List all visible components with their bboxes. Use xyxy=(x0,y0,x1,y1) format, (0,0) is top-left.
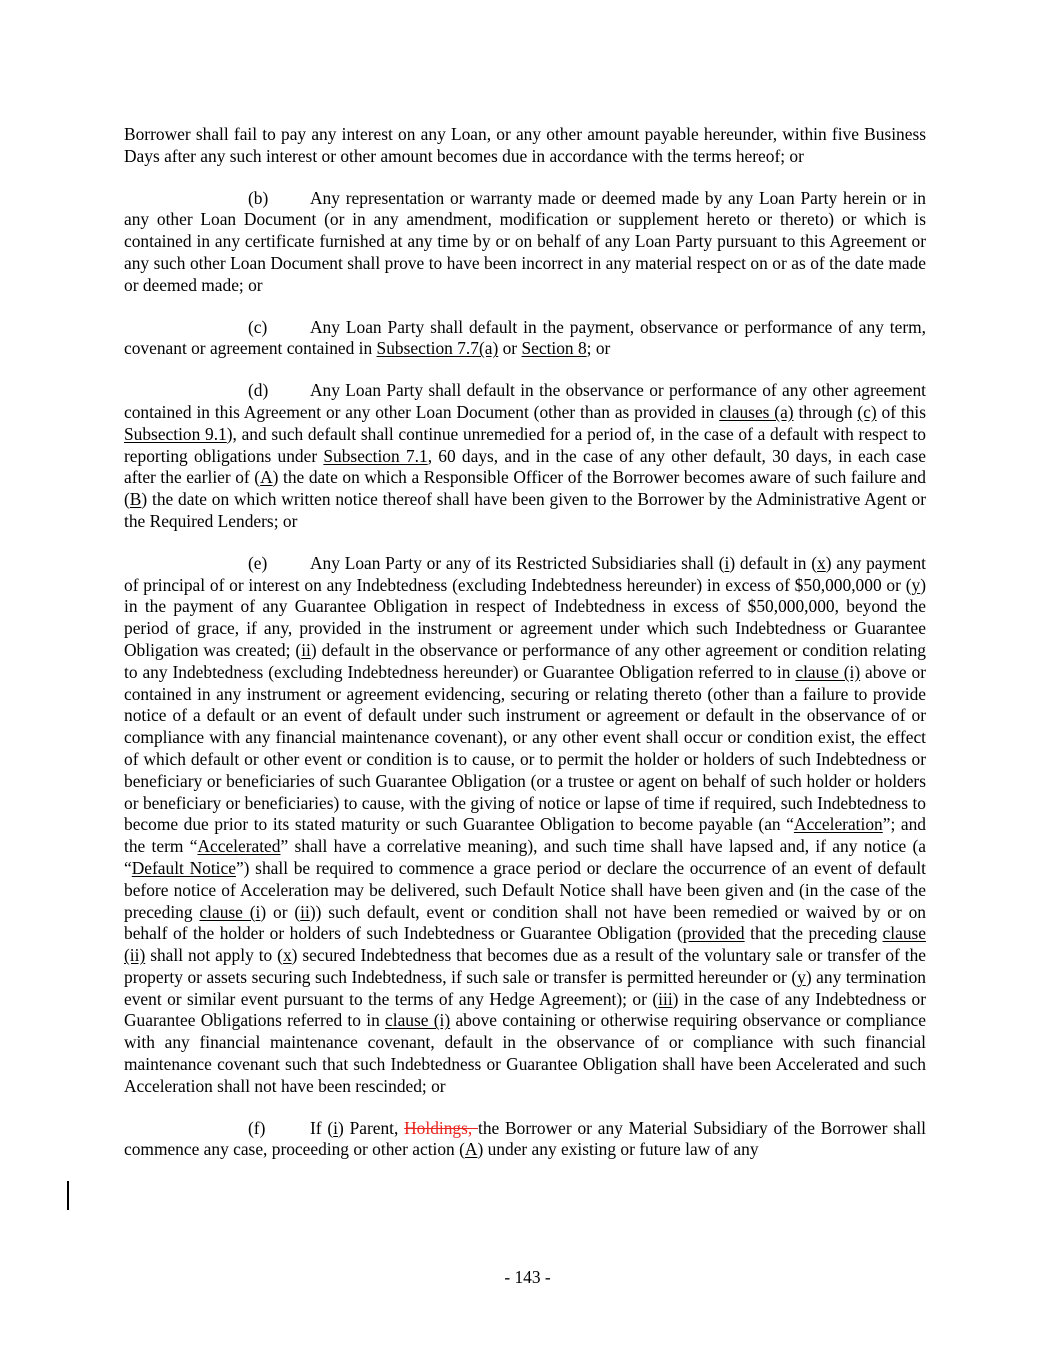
cross-reference: Subsection 9.1 xyxy=(124,423,227,444)
paragraph-a-continuation: Borrower shall fail to pay any interest on any Loan, or any other amount payable hereunder, within five Business Days after any such interest or other amount becomes due in accordance with the terms hereof; or xyxy=(124,124,926,166)
enumerator: x xyxy=(817,552,826,573)
cross-reference: (c) xyxy=(857,401,877,422)
paragraph-d: (d) Any Loan Party shall default in the observance or performance of any other agreement contained in this Agreement or any other Loan Document (other than as provided in clauses (a) through (c) of this Subsection 9.1), and such default shall continue unremedied for a period of, in the case of a default with respect to reporting obligations under Subsection 7.1, 60 days, and in the case of any other default, 30 days, in each case after the earlier of (A) the date on which a Responsible Officer of the Borrower becomes aware of such failure and (B) the date on which written notice thereof shall have been given to the Borrower by the Administrative Agent or the Required Lenders; or xyxy=(124,380,927,531)
enumerator: ii xyxy=(301,639,311,660)
paragraph-f: (f) If (i) Parent, Holdings, the Borrower or any Material Subsidiary of the Borrower shall commence any case, proceeding or other action (A) under any existing or future law of any xyxy=(124,1117,927,1160)
clause-label-d: (d) xyxy=(248,380,269,401)
revision-change-bar xyxy=(67,1181,69,1210)
enumerator: x xyxy=(282,945,292,966)
clause-label-b: (b) xyxy=(248,187,269,208)
paragraph-e: (e) Any Loan Party or any of its Restricted Subsidiaries shall (i) default in (x) any payment of principal of or interest on any Indebtedness (excluding Indebtedness hereunder) in excess of $50,000,000 or (y) in the payment of any Guarantee Obligation in respect of Indebtedness in excess of $50,000,000, beyond the period of grace, if any, provided in the instrument or agreement under which such Indebtedness or Guarantee Obligation was created; (ii) default in the observance or performance of any other agreement or condition relating to any Indebtedness (excluding Indebtedness hereunder) or Guarantee Obligation referred to in clause (i) above or contained in any instrument or agreement evidencing, securing or relating thereto (other than a failure to provide notice of a default or an event of default under such instrument or agreement or default in the observance of or compliance with any financial maintenance covenant), or any other event shall occur or condition exist, the effect of which default or other event or condition is to cause, or to permit the holder or holders of such Indebtedness or beneficiary or beneficiaries of such Guarantee Obligation (or a trustee or agent on behalf of such holder or holders or beneficiary or beneficiaries) to cause, with the giving of notice or lapse of time if required, such Indebtedness to become due prior to its stated maturity or such Guarantee Obligation to become payable (an “Acceleration”; and the term “Accelerated” shall have a correlative meaning), and such time shall have lapsed and, if any notice (a “Default Notice”) shall be required to commence a grace period or declare the occurrence of an event of default before notice of Acceleration may be delivered, such Default Notice shall have been given and (in the case of the preceding clause (i) or (ii)) such default, event or condition shall not have been remedied or waived by or on behalf of the holder or holders of such Indebtedness or Guarantee Obligation (provided that the preceding clause (ii) shall not apply to (x) secured Indebtedness that becomes due as a result of the voluntary sale or transfer of the property or assets securing such Indebtedness, if such sale or transfer is permitted hereunder or (y) any termination event or similar event pursuant to the terms of any Hedge Agreement); or (iii) in the case of any Indebtedness or Guarantee Obligations referred to in clause (i) above containing or otherwise requiring observance or compliance with any financial maintenance covenant, default in the observance of or compliance with such financial maintenance covenant such that such Indebtedness or Guarantee Obligation shall have been Accelerated and such Acceleration shall not have been rescinded; or xyxy=(124,552,927,1096)
defined-term: Acceleration xyxy=(793,814,883,835)
enumerator: A xyxy=(464,1139,478,1160)
enumerator: iii xyxy=(658,988,673,1009)
clause-label-c: (c) xyxy=(248,316,268,337)
cross-reference: Subsection 7.7(a) xyxy=(376,338,499,359)
cross-reference: clause (ii) xyxy=(124,923,926,966)
document-body xyxy=(124,124,926,1181)
paragraph-c: (c) Any Loan Party shall default in the payment, observance or performance of any term, covenant or agreement contained in Subsection 7.7(a) or Section 8; or xyxy=(124,316,926,359)
enumerator: A xyxy=(260,467,273,488)
page-number: - 143 - xyxy=(504,1267,551,1287)
enumerator: i xyxy=(724,552,730,573)
clause-label-f: (f) xyxy=(248,1117,266,1138)
enumerator: i xyxy=(333,1117,338,1138)
cross-reference: Section 8 xyxy=(521,338,587,359)
enumerator: y xyxy=(911,574,921,595)
cross-reference: Subsection 7.1 xyxy=(323,445,428,466)
enumerator: ii xyxy=(300,901,310,922)
enumerator: B xyxy=(129,489,142,510)
defined-term: Default Notice xyxy=(131,857,236,878)
defined-term: provided xyxy=(682,923,745,944)
paragraph-b: (b) Any representation or warranty made or deemed made by any Loan Party herein or in any other Loan Document (or in any amendment, modification or supplement hereto or thereto) or which is contained in any certificate furnished at any time by or on behalf of any Loan Party pursuant to this Agreement or any such other Loan Document shall prove to have been incorrect in any material respect on or as of the date made or deemed made; or xyxy=(124,187,926,295)
deleted-text: Holdings, xyxy=(404,1117,479,1138)
clause-label-e: (e) xyxy=(248,552,268,573)
cross-reference: clauses (a) xyxy=(719,401,794,422)
cross-reference: clause (i) xyxy=(795,661,861,682)
enumerator: y xyxy=(797,966,806,987)
cross-reference: clause (i) xyxy=(385,1010,451,1031)
cross-reference: clause ( xyxy=(199,901,256,922)
defined-term: Accelerated xyxy=(197,836,281,857)
enumerator: i xyxy=(255,901,261,922)
